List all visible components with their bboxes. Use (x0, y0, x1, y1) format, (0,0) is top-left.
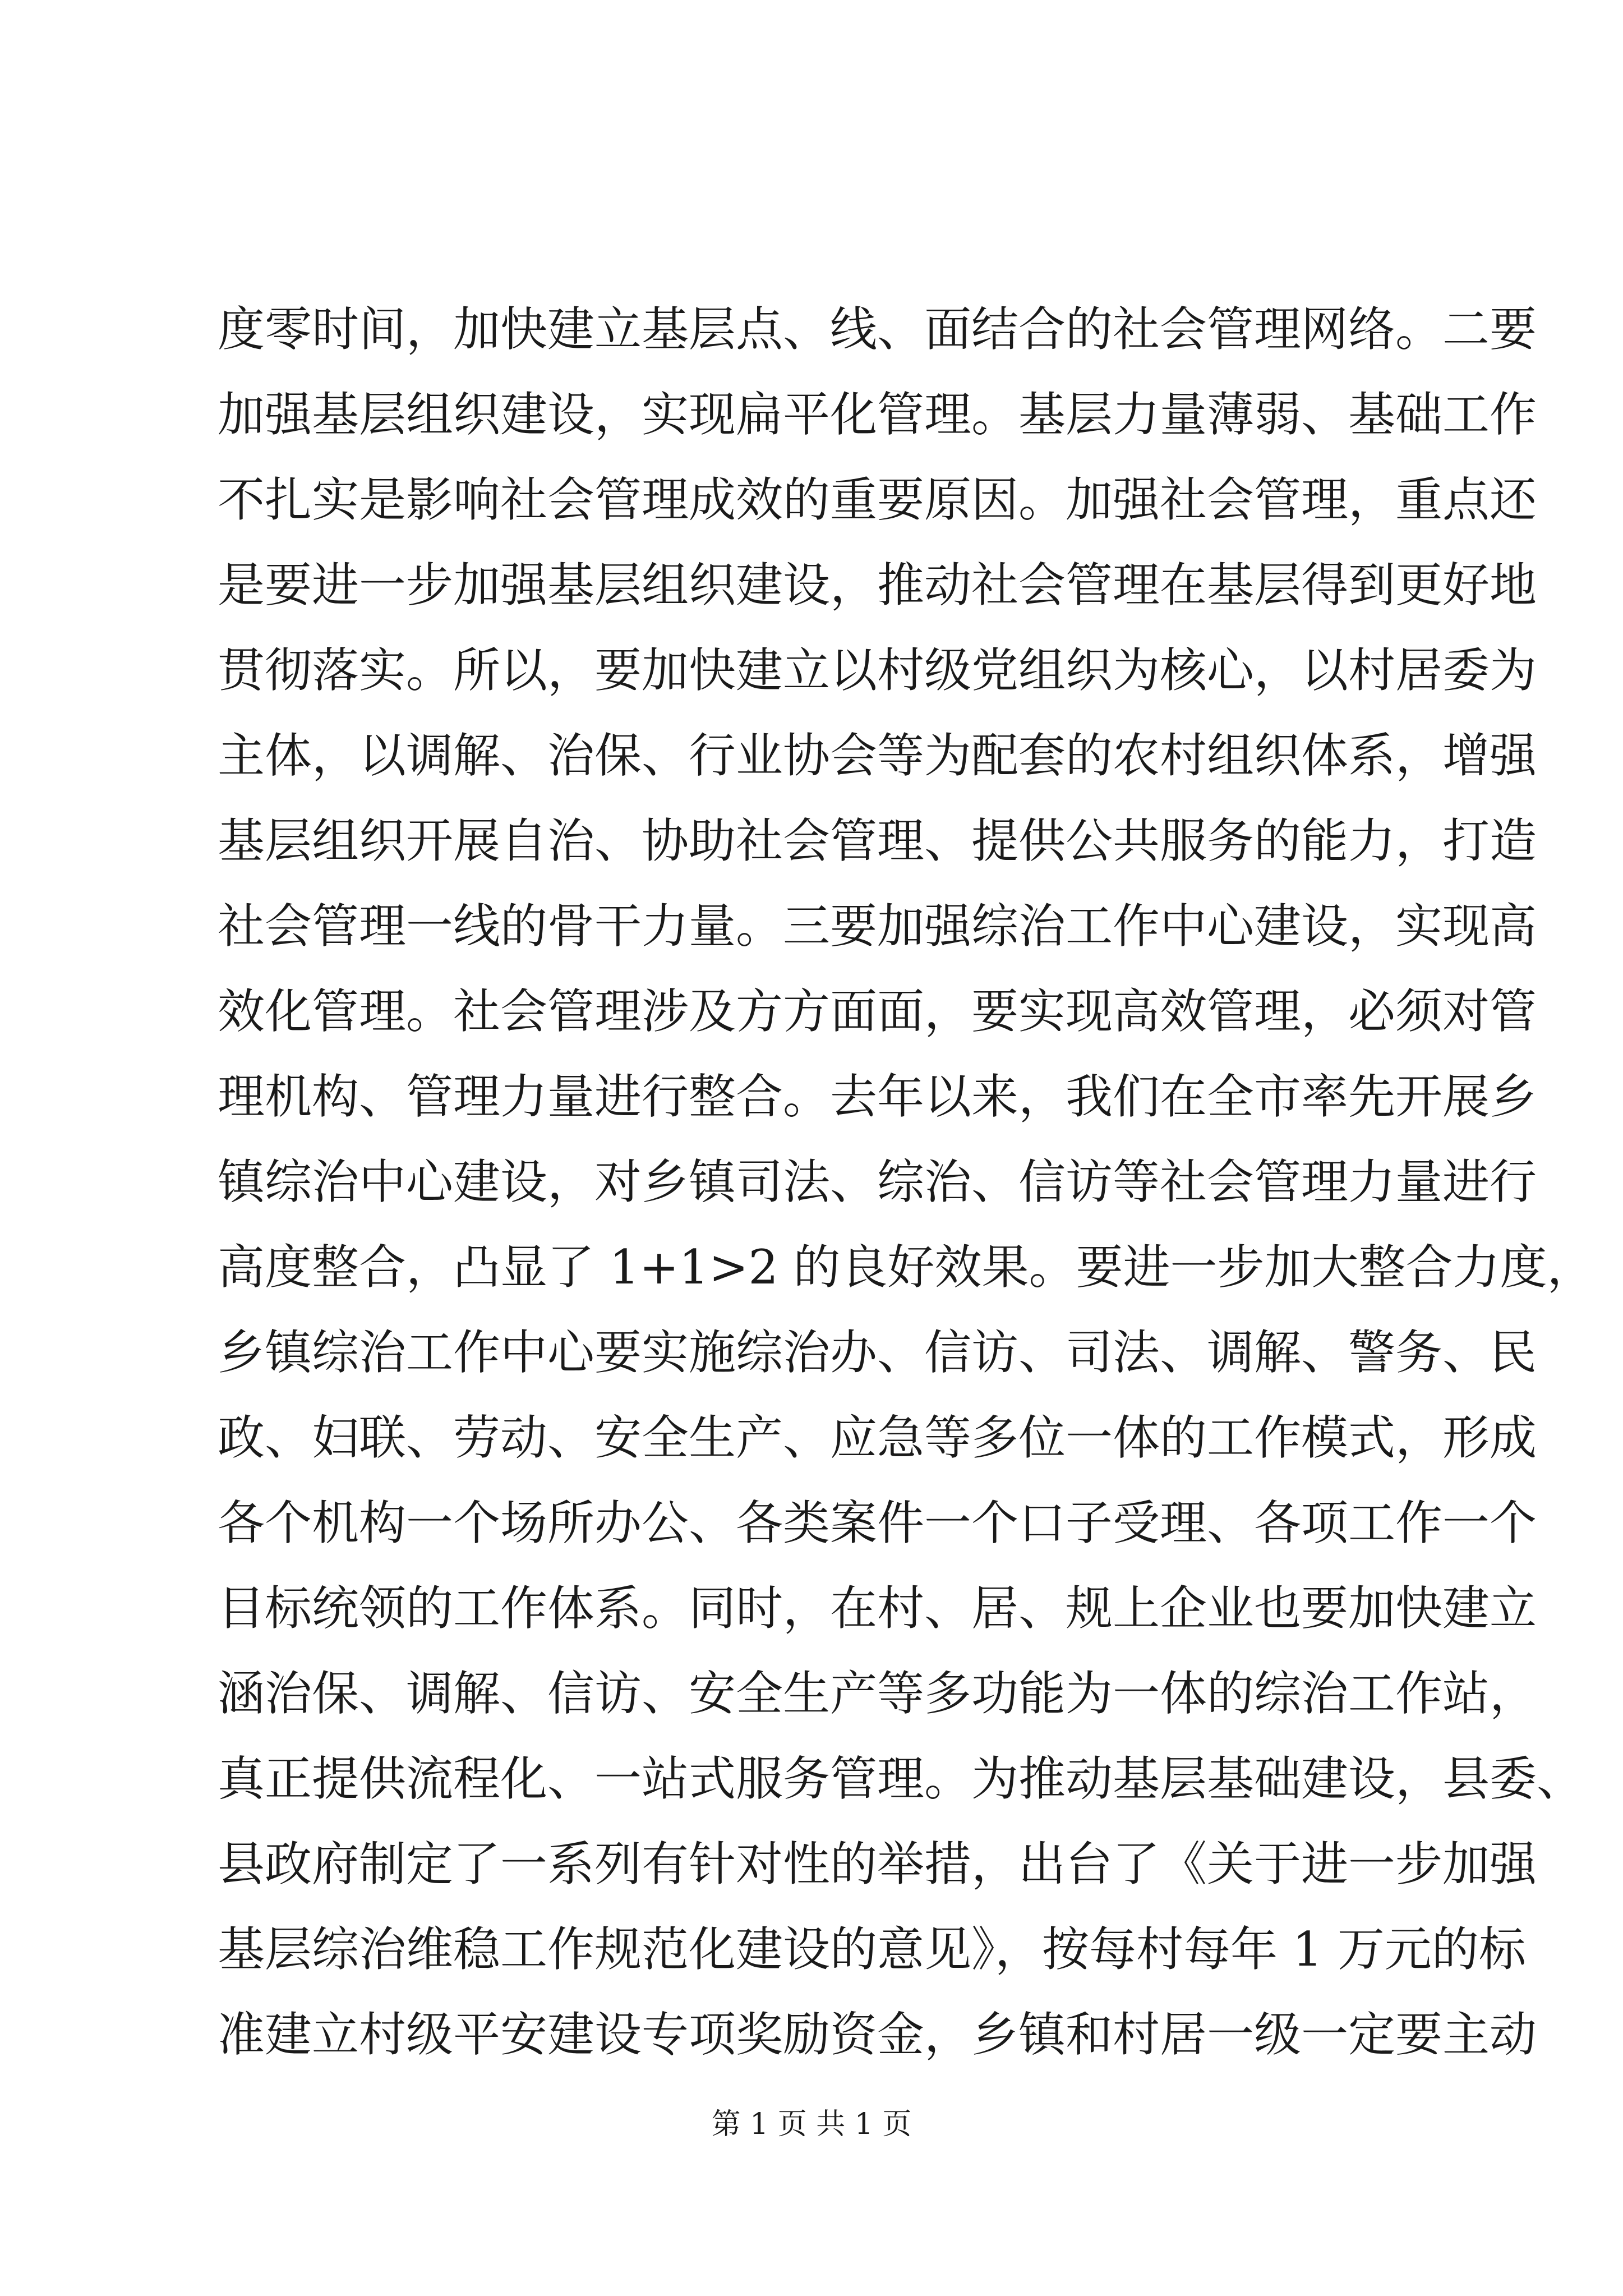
text-line: 准建立村级平安建设专项奖励资金，乡镇和村居一级一定要主动 (218, 2007, 1537, 2062)
text-line: 县政府制定了一系列有针对性的举措，出台了《关于进一步加强 (218, 1837, 1537, 1892)
text-line: 是要进一步加强基层组织建设，推动社会管理在基层得到更好地 (218, 558, 1537, 613)
body-text (218, 293, 1594, 2083)
text-line: 真正提供流程化、一站式服务管理。为推动基层基础建设，县委、 (218, 1751, 1584, 1806)
text-line: 高度整合，凸显了 1+1>2 的良好效果。要进一步加大整合力度， (218, 1240, 1594, 1295)
text-line: 镇综治中心建设，对乡镇司法、综治、信访等社会管理力量进行 (218, 1154, 1537, 1209)
text-line: 不扎实是影响社会管理成效的重要原因。加强社会管理，重点还 (218, 472, 1537, 527)
text-line: 主体，以调解、治保、行业协会等为配套的农村组织体系，增强 (218, 728, 1537, 783)
text-line: 政、妇联、劳动、安全生产、应急等多位一体的工作模式，形成 (218, 1410, 1537, 1465)
page-footer (0, 2105, 1623, 2144)
text-line: 基层综治维稳工作规范化建设的意见》，按每村每年 1 万元的标 (218, 1922, 1526, 1977)
text-line: 度零时间，加快建立基层点、线、面结合的社会管理网络。二要 (218, 302, 1537, 357)
text-line: 各个机构一个场所办公、各类案件一个口子受理、各项工作一个 (218, 1496, 1537, 1550)
text-line: 加强基层组织建设，实现扁平化管理。基层力量薄弱、基础工作 (218, 387, 1537, 442)
text-line: 效化管理。社会管理涉及方方面面，要实现高效管理，必须对管 (218, 984, 1537, 1039)
text-line: 社会管理一线的骨干力量。三要加强综治工作中心建设，实现高 (218, 899, 1537, 954)
text-line: 理机构、管理力量进行整合。去年以来，我们在全市率先开展乡 (218, 1069, 1537, 1124)
text-line: 乡镇综治工作中心要实施综治办、信访、司法、调解、警务、民 (218, 1325, 1537, 1380)
text-line: 贯彻落实。所以，要加快建立以村级党组织为核心，以村居委为 (218, 643, 1537, 698)
text-line: 基层组织开展自治、协助社会管理、提供公共服务的能力，打造 (218, 813, 1537, 868)
page-number-label: 第 1 页 共 1 页 (711, 2108, 912, 2141)
text-line: 目标统领的工作体系。同时，在村、居、规上企业也要加快建立 (218, 1581, 1537, 1636)
text-line: 涵治保、调解、信访、安全生产等多功能为一体的综治工作站， (218, 1666, 1537, 1721)
